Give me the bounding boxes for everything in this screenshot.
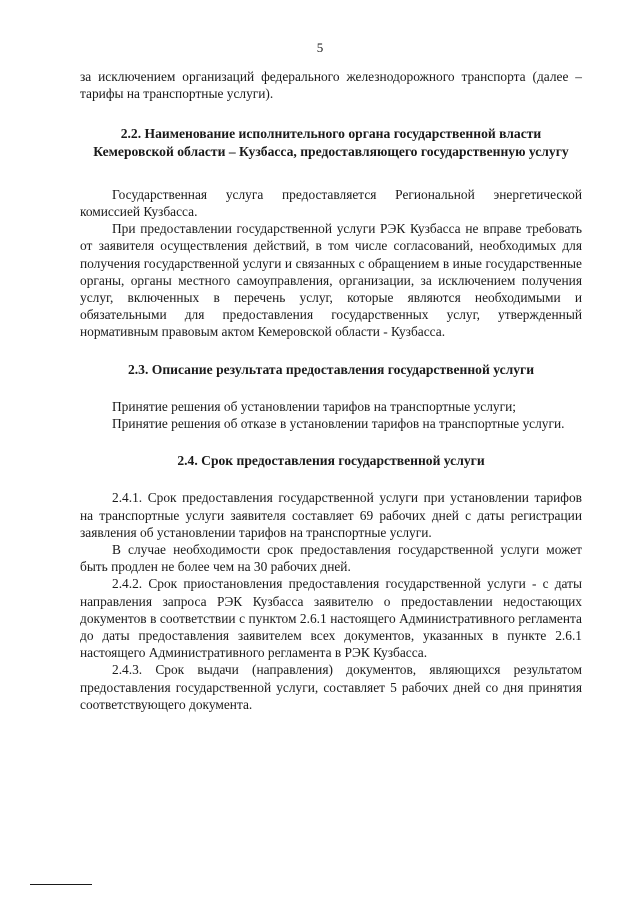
section-2-3-paragraph: Принятие решения об отказе в установлении тарифов на транспортные услуги. (112, 416, 565, 432)
section-2-3-title: 2.3. Описание результата предоставления государственной услуги (127, 361, 535, 377)
section-2-3-heading-block (80, 361, 582, 378)
section-2-4-heading-block (80, 452, 582, 469)
section-2-2-heading-block (80, 125, 582, 159)
section-2-3-paragraph: Принятие решения об установлении тарифов на транспортные услуги; (112, 398, 516, 414)
page-number: 5 (316, 40, 324, 55)
section-2-2-title: 2.2. Наименование исполнительного органа государственной власти Кемеровской области – Кузбасса, предоставляющего государственную услугу (93, 126, 569, 159)
section-2-4-paragraph: 2.4.2. Срок приостановления предоставления государственной услуги - с даты направления запроса РЭК Кузбасса заявителю о предоставлении недостающих документов в соответствии с пунктом 2.6.1 настоящего Административного регламента до даты предоставления заявителем всех документов, указанных в пункте 2.6.1 настоящего Административного регламента в РЭК Кузбасса. (80, 576, 582, 661)
section-2-2-paragraph: При предоставлении государственной услуги РЭК Кузбасса не вправе требовать от заявителя осуществления действий, в том числе согласований, необходимых для получения государственной услуги и связанных с обращением в иные государственные органы, органы местного самоуправления, организации, за исключением получения услуг, включенных в перечень услуг, которые являются необходимыми и обязательными для предоставления государственных услуг, утвержденный нормативным правовым актом Кемеровской области - Кузбасса. (80, 221, 582, 340)
section-2-2-paragraph: Государственная услуга предоставляется Региональной энергетической комиссией Кузбасса. (80, 186, 582, 220)
section-2-4-title: 2.4. Срок предоставления государственной услуги (177, 453, 485, 469)
document-body (80, 68, 582, 713)
intro-paragraph: за исключением организаций федерального железнодорожного транспорта (далее – тарифы на транспортные услуги). (80, 69, 582, 102)
section-2-4-paragraph: В случае необходимости срок предоставления государственной услуги может быть продлен не более чем на 30 рабочих дней. (80, 542, 582, 575)
section-2-4-paragraph: 2.4.3. Срок выдачи (направления) документов, являющихся результатом предоставления государственной услуги, составляет 5 рабочих дней со дня принятия соответствующего документа. (80, 662, 582, 712)
section-2-4-paragraph: 2.4.1. Срок предоставления государственной услуги при установлении тарифов на транспортные услуги заявителя составляет 69 рабочих дней с даты регистрации заявления об установлении тарифов на транспортные услуги. (80, 490, 582, 540)
footnote-separator (30, 884, 92, 885)
